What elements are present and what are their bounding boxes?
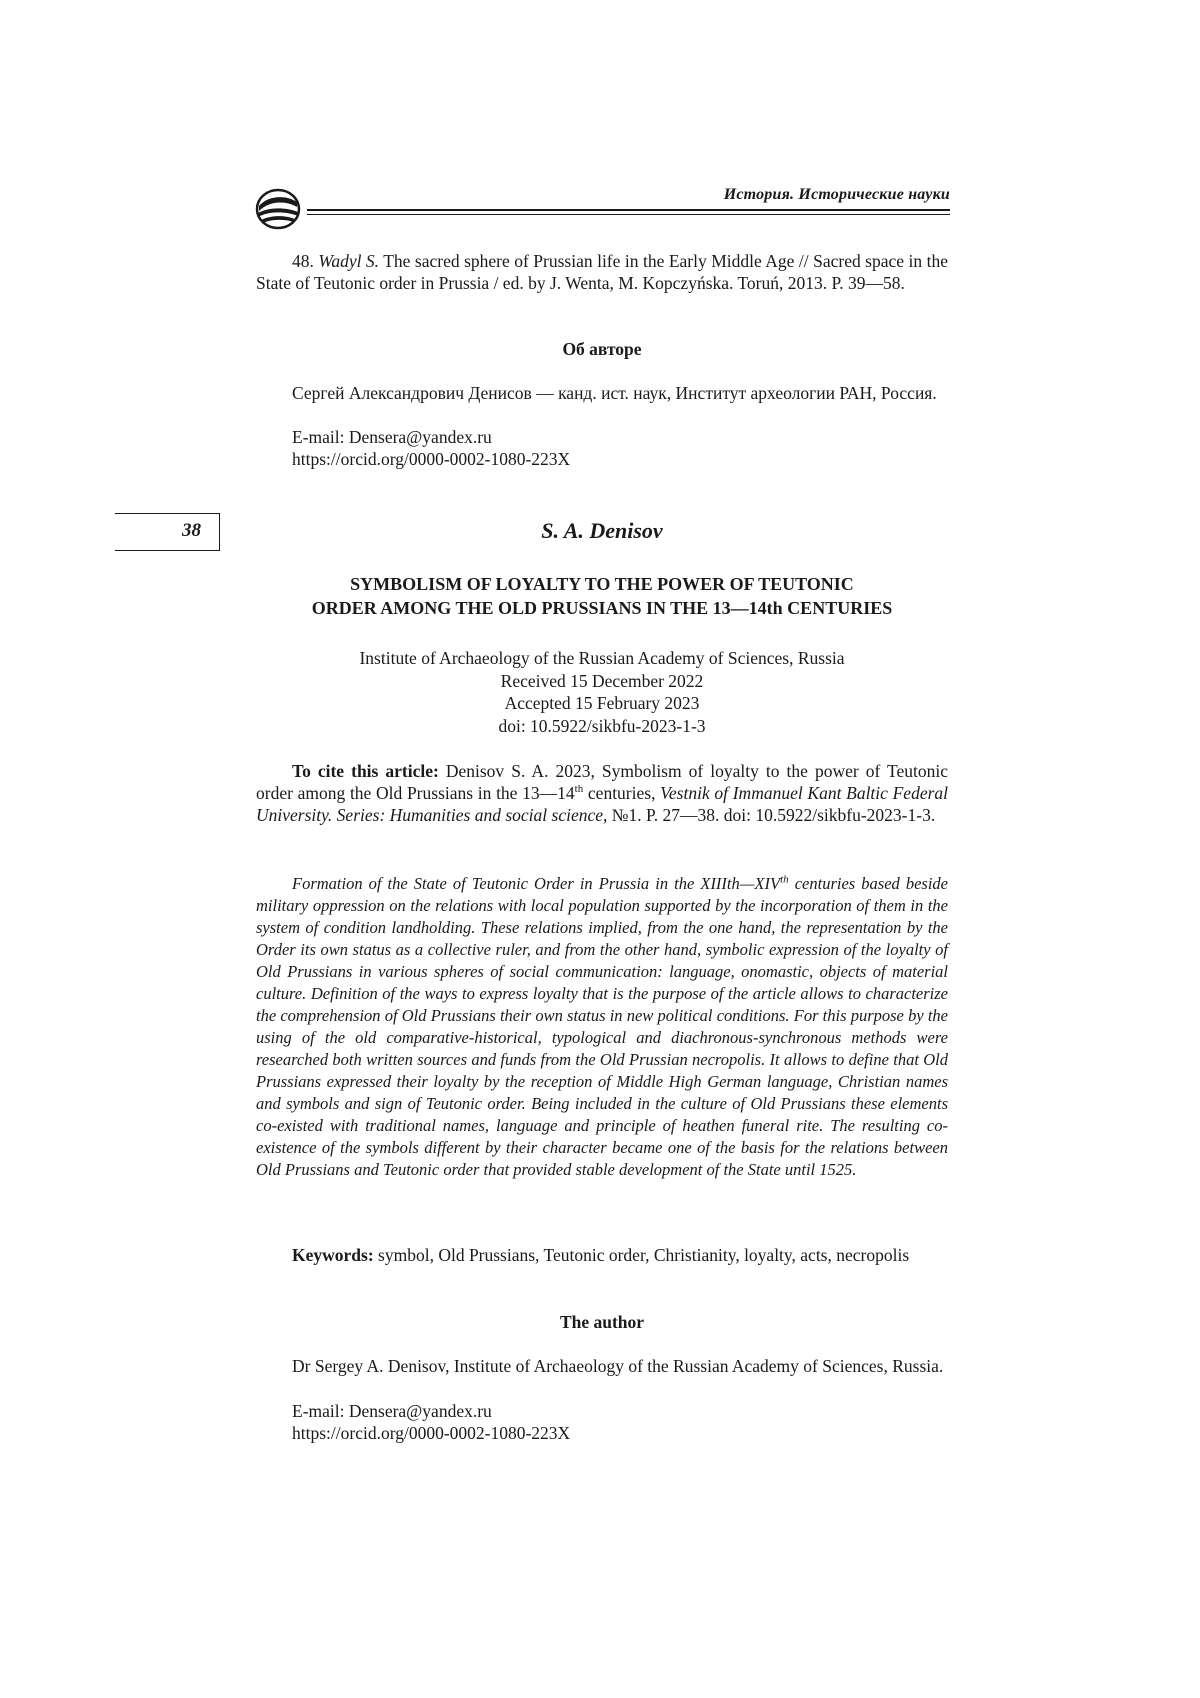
journal-section-title: История. Исторические науки <box>723 186 950 203</box>
abstract-text-1: Formation of the State of Teutonic Order in Prussia in the XIIIth—XIV <box>292 874 781 893</box>
citation-text-3: , №1. P. 27—38. doi: 10.5922/sikbfu-2023-1-3. <box>603 805 936 825</box>
received-date: Received 15 December 2022 <box>500 670 704 691</box>
running-header <box>255 186 950 230</box>
accepted-date: Accepted 15 February 2023 <box>504 693 700 713</box>
citation-paragraph <box>256 760 948 826</box>
reference-text: The sacred sphere of Prussian life in the Early Middle Age // Sacred space in the State of Teutonic order in Prussia / ed. by J. Wenta, M. Kopczyńska. Toruń, 2013. P. 39—58. <box>256 251 948 293</box>
article-author: S. A. Denisov <box>541 518 663 543</box>
article-doi[interactable]: doi: 10.5922/sikbfu-2023-1-3 <box>498 715 706 736</box>
wave-emblem-icon <box>255 188 301 230</box>
header-rule-thin <box>307 214 950 215</box>
article-title <box>256 572 948 620</box>
abstract-sup: th <box>780 873 789 886</box>
article-title-line-1: SYMBOLISM OF LOYALTY TO THE POWER OF TEUTONIC <box>350 574 854 594</box>
article-title-line-2: ORDER AMONG THE OLD PRUSSIANS IN THE 13—14th CENTURIES <box>311 598 893 618</box>
author-orcid-ru[interactable]: https://orcid.org/0000-0002-1080-223X <box>292 449 571 469</box>
article-affiliation-block <box>256 647 948 737</box>
keywords-label: Keywords: <box>292 1245 374 1265</box>
page-number: 38 <box>182 520 201 541</box>
citation-journal: Vestnik of Immanuel Kant Baltic Federal University. Series: Humanities and social science <box>256 783 949 825</box>
citation-text-1: Denisov S. A. 2023, Symbolism of loyalty to the power of Teutonic order among the Old Prussians in the 13—14 <box>256 761 948 803</box>
about-author-ru-heading: Об авторе <box>562 339 642 359</box>
reference-author: Wadyl S. <box>318 251 380 271</box>
keywords-text: symbol, Old Prussians, Teutonic order, Christianity, loyalty, acts, necropolis <box>378 1245 910 1265</box>
about-author-en-heading: The author <box>559 1312 645 1332</box>
citation-sup: th <box>574 783 584 796</box>
author-email-ru[interactable]: E-mail: Densera@yandex.ru <box>292 427 492 447</box>
author-orcid-en[interactable]: https://orcid.org/0000-0002-1080-223X <box>292 1423 571 1443</box>
author-bio-en: Dr Sergey A. Denisov, Institute of Archaeology of the Russian Academy of Sciences, Russia. <box>292 1356 944 1376</box>
author-bio-ru: Сергей Александрович Денисов — канд. ист. наук, Институт археологии РАН, Россия. <box>292 383 937 403</box>
reference-48 <box>256 250 948 294</box>
author-email-en[interactable]: E-mail: Densera@yandex.ru <box>292 1401 492 1421</box>
citation-label: To cite this article: <box>292 761 439 781</box>
header-rule <box>307 209 950 211</box>
citation-text-2: centuries, <box>583 783 661 803</box>
reference-number: 48. <box>292 251 314 271</box>
abstract-text-2: centuries based beside military oppression on the relations with local population supported by the incorporation of them in the system of condition landholding. These relations implied, from the one hand, the representation by the Order its own status as a collective ruler, and from the other hand, symbolic expression of the loyalty of Old Prussians in various spheres of social communication: language, onomastic, objects of material culture. Definition of the ways to express loyalty that is the purpose of the article allows to characterize the comprehension of Old Prussians their own status in new political conditions. For this purpose by the using of the old comparative-historical, typological and diachronous-synchronous methods were researched both written sources and funds from the Old Prussian necropolis. It allows to define that Old Prussians expressed their loyalty by the reception of Middle High German language, Christian names and symbols and sign of Teutonic order. Being included in the culture of Old Prussians these elements co-existed with traditional names, language and principle of heathen funeral rite. The resulting co-existence of the symbols different by their character became one of the basis for the relations between Old Prussians and Teutonic order that provided stable development of the State until 1525. <box>256 874 948 1179</box>
page-number-box <box>115 513 220 551</box>
abstract-paragraph <box>256 873 948 1181</box>
keywords-paragraph <box>256 1244 948 1266</box>
affiliation: Institute of Archaeology of the Russian Academy of Sciences, Russia <box>359 648 845 668</box>
